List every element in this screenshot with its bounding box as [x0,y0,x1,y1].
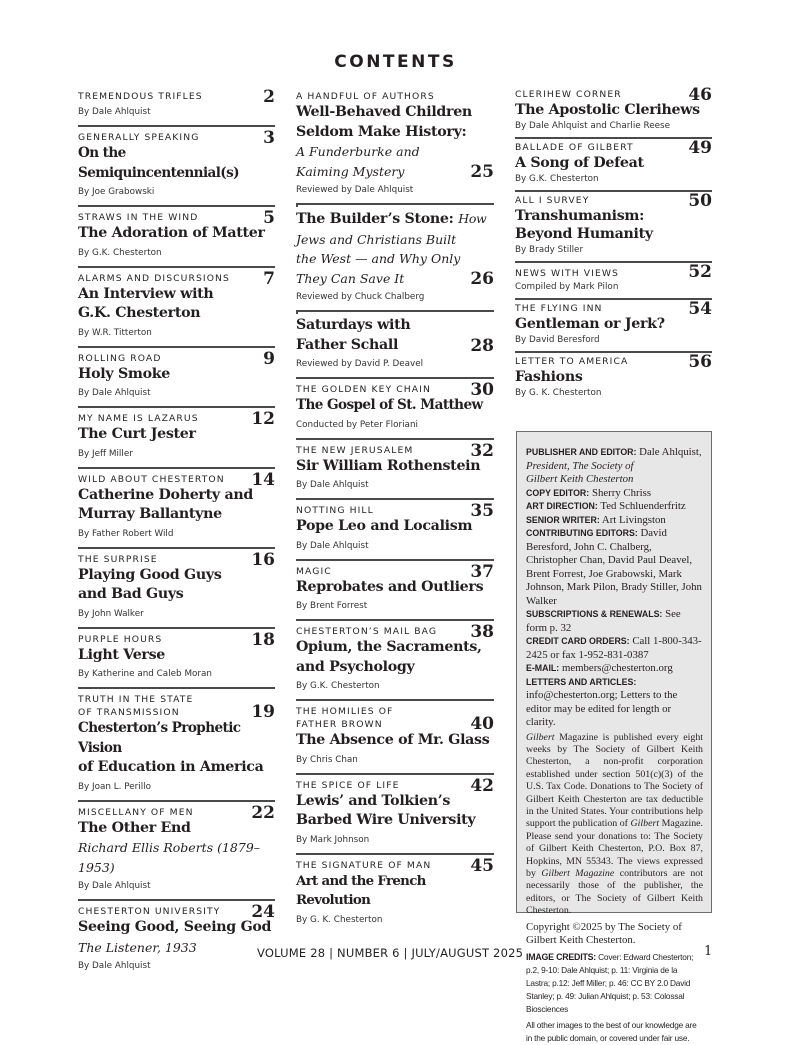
headline: and Bad Guys [78,586,184,602]
department: CLERIHEW CORNER [515,89,622,100]
subscriptions: See form p. 32 [526,608,681,634]
subtitle: The Listener, 1933 [78,939,197,955]
headline: Fashions [515,369,583,385]
other-images-note: All other images to the best of our knowledge are in the public domain, or covered under fair use. [526,1019,697,1043]
department: CHESTERTON’S MAIL BAG [296,626,438,637]
byline: Compiled by Mark Pilon [515,282,619,292]
headline: Seldom Make History: [296,123,467,140]
toc-entry[interactable] [296,500,494,561]
page-number: 50 [688,191,712,211]
toc-entry[interactable] [78,901,275,979]
toc-entry[interactable] [296,379,494,440]
masthead-label: ART DIRECTION: [526,501,598,511]
headline: A Song of Defeat [515,155,644,171]
toc-entry[interactable] [296,86,494,205]
publisher-title: Gilbert Keith Chesterton [526,473,634,485]
department: LETTER TO AMERICA [515,356,629,367]
contributing-editors: David Beresford, John C. Chalberg, Christopher Chan, David Paul Deavel, Brent Forrest, Joe Grabowski, Mark Johnson, Mark Pilon, Brady Stiller, John Walker [526,527,702,607]
byline: By G. K. Chesterton [296,914,383,925]
page-number: 9 [263,348,275,369]
toc-entry[interactable] [515,263,712,300]
headline: G.K. Chesterton [78,305,201,321]
publisher-name: Dale Ahlquist, [639,446,702,458]
subtitle: A Funderburke and [296,144,420,159]
headline-main: The Builder’s Stone: [296,211,454,227]
department: CHESTERTON UNIVERSITY [78,906,221,917]
headline: Father Schall [296,336,399,353]
toc-entry[interactable] [296,205,494,312]
byline: By Dale Ahlquist [78,881,151,891]
headline: Holy Smoke [78,365,171,382]
masthead-label: LETTERS AND ARTICLES: [526,676,637,687]
page-number: 7 [263,268,275,289]
page-number: 19 [251,702,275,722]
page-number: 3 [263,128,275,148]
page-title: CONTENTS [334,52,457,72]
publisher-title: President, The Society of [526,459,634,472]
credit-card-orders: Call 1-800-343-2425 or fax 1-952-831-0387 [526,635,702,661]
headline: Beyond Humanity [515,226,653,242]
toc-entry[interactable] [78,348,275,409]
department: TREMENDOUS TRIFLES [78,91,203,102]
headline: Murray Ballantyne [78,506,222,522]
headline: Playing Good Guys [78,566,222,583]
toc-entry[interactable] [78,408,275,469]
toc-entry[interactable] [78,127,275,207]
toc-entry[interactable] [515,353,712,404]
department: TRUTH IN THE STATE [78,694,194,705]
department: THE NEW JERUSALEM [296,444,414,456]
image-credits: Cover: Edward Chesterton; p.2, 9-10: Dale Ahlquist; p. 11: Virginia de la Lastra; p.12: Jeff Miller; p. 46: CC BY 2.0 David Stanley; p. 49: Julian Ahlquist; p. 53: Colossal Biosciences [526,951,694,1014]
byline: By Dale Ahlquist [78,388,151,398]
contents-column-3 [515,86,712,404]
byline: By Father Robert Wild [78,528,174,539]
department: ROLLING ROAD [78,352,162,364]
byline: By G.K. Chesterton [78,247,162,258]
page-number: 38 [470,622,494,642]
byline: By Chris Chan [296,754,358,765]
byline: By John Walker [78,608,144,619]
headline: Catherine Doherty and [78,486,253,503]
byline: By G.K. Chesterton [296,681,380,691]
headline [296,209,494,230]
page-number: 12 [251,409,275,429]
letters-info: info@chesterton.org; Letters to the editor may be edited for length or clarity. [526,689,678,728]
byline: By Brady Stiller [515,245,584,255]
masthead-label: SUBSCRIPTIONS & RENEWALS: [526,609,663,619]
toc-entry[interactable] [296,561,494,622]
headline: Light Verse [78,646,166,663]
page-number: 5 [263,208,275,228]
page-number: 25 [470,161,494,182]
headline: Gentleman or Jerk? [515,316,665,332]
byline: By Brent Forrest [296,601,368,611]
masthead-label: PUBLISHER AND EDITOR: [526,447,637,457]
byline: By W.R. Titterton [78,327,152,338]
department: THE SURPRISE [78,553,158,565]
page-number: 24 [251,902,275,922]
toc-entry[interactable] [296,621,494,701]
department: MISCELLANY OF MEN [78,806,194,818]
page-number: 32 [470,440,494,461]
department: A HANDFUL OF AUTHORS [296,91,435,102]
toc-entry[interactable] [515,192,712,263]
page-number: 46 [688,85,712,105]
headline: Lewis’ and Tolkien’s [296,792,451,809]
subtitle: Jews and Christians Built [296,231,457,247]
byline: By Dale Ahlquist [296,540,369,551]
byline: By Joe Grabowski [78,187,155,197]
headline: The Adoration of Matter [78,225,265,241]
page-number: 22 [251,802,275,823]
publication-notice: Gilbert Magazine is published every eight weeks by The Society of Gilbert Keith Chesterton, a non-profit corporation established under section 501(c)(3) of the U.S. Tax Code. Donations to The Society of Gilbert Keith Chesterton are tax deductible in the United States. Your contributions help support the publication of Gilbert Magazine. Please send your donations to: The Society of Gilbert Keith Chesterton, P.O. Box 87, Hopkins, MN 55343. The views expressed by Gilbert Magazine contributors are not necessarily those of the publisher, the editors, or The Society of Gilbert Keith Chesterton. [526,731,704,917]
page-number: 54 [688,299,712,319]
department: BALLADE OF GILBERT [515,142,634,153]
toc-entry[interactable] [78,86,275,127]
toc-entry[interactable] [78,629,275,690]
department: THE GOLDEN KEY CHAIN [296,384,431,395]
page-number: 35 [470,501,494,521]
subtitle: How [458,211,487,226]
toc-entry[interactable] [296,312,494,379]
byline: By Joan L. Perillo [78,781,152,792]
toc-entry[interactable] [296,701,494,775]
page-number: 18 [251,629,275,650]
headline: Saturdays with [296,317,411,333]
department: NEWS WITH VIEWS [515,268,619,279]
subtitle: Richard Ellis Roberts (1879–1953) [78,840,261,875]
page-number: 14 [251,469,275,490]
issue-info: VOLUME 28 | NUMBER 6 | JULY/AUGUST 2025 [257,946,524,960]
toc-entry[interactable] [78,689,275,802]
byline: Reviewed by Dale Ahlquist [296,185,414,195]
page-number: 2 [263,87,275,107]
byline: By G.K. Chesterton [515,174,599,184]
department: NOTTING HILL [296,505,374,516]
department: THE SPICE OF LIFE [296,779,400,791]
toc-entry[interactable] [296,775,494,855]
masthead-label: CREDIT CARD ORDERS: [526,636,630,646]
subtitle: Kaiming Mystery [296,163,405,179]
page-number: 30 [470,380,494,400]
headline: Reprobates and Outliers [296,578,484,595]
headline: of Education in America [78,759,264,775]
headline: Barbed Wire University [296,812,476,828]
headline: Opium, the Sacraments, [296,639,482,655]
headline: and Psychology [296,658,415,675]
department: MAGIC [296,565,332,577]
toc-entry[interactable] [78,207,275,268]
page-number: 56 [688,352,712,372]
folio-page-number: 1 [704,944,713,959]
page-number: 40 [470,714,494,734]
headline: Seeing Good, Seeing God [78,919,272,935]
byline: Reviewed by Chuck Chalberg [296,292,425,302]
subtitle: They Can Save It [296,270,405,286]
page-number: 45 [470,855,494,876]
headline: The Apostolic Clerihews [515,102,700,118]
department: ALL I SURVEY [515,195,590,206]
toc-entry[interactable] [78,802,275,902]
department: WILD ABOUT CHESTERTON [78,473,225,485]
toc-entry[interactable] [78,549,275,629]
department: GENERALLY SPEAKING [78,132,200,143]
department: PURPLE HOURS [78,633,163,645]
byline: By Mark Johnson [296,834,370,845]
byline: By Katherine and Caleb Moran [78,669,212,679]
page-number: 28 [470,335,494,356]
subtitle: the West — and Why Only [296,251,461,266]
department: FATHER BROWN [296,719,383,730]
department: ALARMS AND DISCURSIONS [78,272,230,284]
department: OF TRANSMISSION [78,707,180,718]
byline: Reviewed by David P. Deavel [296,359,424,369]
byline: Conducted by Peter Floriani [296,419,418,430]
masthead-label: COPY EDITOR: [526,487,590,498]
department: THE SIGNATURE OF MAN [296,859,432,871]
art-director: Ted Schluenderfritz [600,500,686,512]
toc-entry[interactable] [78,268,275,348]
masthead-box [516,431,712,1043]
headline: An Interview with [78,285,214,302]
headline: Sir William Rothenstein [296,457,481,474]
byline: By Dale Ahlquist [78,961,151,971]
headline: The Curt Jester [78,426,196,442]
byline: By Jeff Miller [78,448,133,459]
toc-entry[interactable] [78,469,275,549]
toc-entry[interactable] [296,855,494,933]
masthead-label: SENIOR WRITER: [526,514,600,525]
headline: Transhumanism: [515,208,645,224]
byline: By Dale Ahlquist [78,107,151,117]
page-number: 52 [688,262,712,282]
email-link[interactable]: members@chesterton.org [561,662,673,674]
department: THE FLYING INN [515,303,603,314]
headline: The Other End [78,819,191,836]
senior-writer: Art Livingston [601,513,666,526]
department: MY NAME IS LAZARUS [78,413,199,424]
contents-column-1 [78,86,275,979]
department: THE HOMILIES OF [296,706,394,717]
headline: On the Semiquincentennial(s) [78,145,240,181]
page-number: 16 [251,549,275,570]
toc-entry[interactable] [296,440,494,501]
headline: The Gospel of St. Matthew [296,397,483,413]
masthead-label: E-MAIL: [526,663,560,673]
headline: Chesterton’s Prophetic Vision [78,720,241,756]
page-number: 42 [470,775,494,796]
byline: By Dale Ahlquist and Charlie Reese [515,121,671,131]
masthead-label: IMAGE CREDITS: [526,951,597,962]
page-number: 26 [470,268,494,289]
headline: The Absence of Mr. Glass [296,732,490,748]
contents-column-2 [296,86,494,933]
byline: By Dale Ahlquist [296,480,369,490]
masthead-label: CONTRIBUTING EDITORS: [526,528,638,538]
byline: By David Beresford [515,335,600,345]
headline: Well-Behaved Children [296,104,472,120]
toc-entry[interactable] [515,86,712,139]
department: STRAWS IN THE WIND [78,212,199,223]
copy-editor: Sherry Chriss [591,486,652,499]
copyright: Copyright ©2025 by The Society of Gilbert Keith Chesterton. [526,920,682,947]
page-number: 37 [470,561,494,582]
page-number: 49 [688,138,712,158]
toc-entry[interactable] [515,139,712,192]
headline: Art and the French Revolution [296,872,426,908]
toc-entry[interactable] [515,300,712,353]
headline: Pope Leo and Localism [296,518,473,534]
byline: By G. K. Chesterton [515,388,602,398]
